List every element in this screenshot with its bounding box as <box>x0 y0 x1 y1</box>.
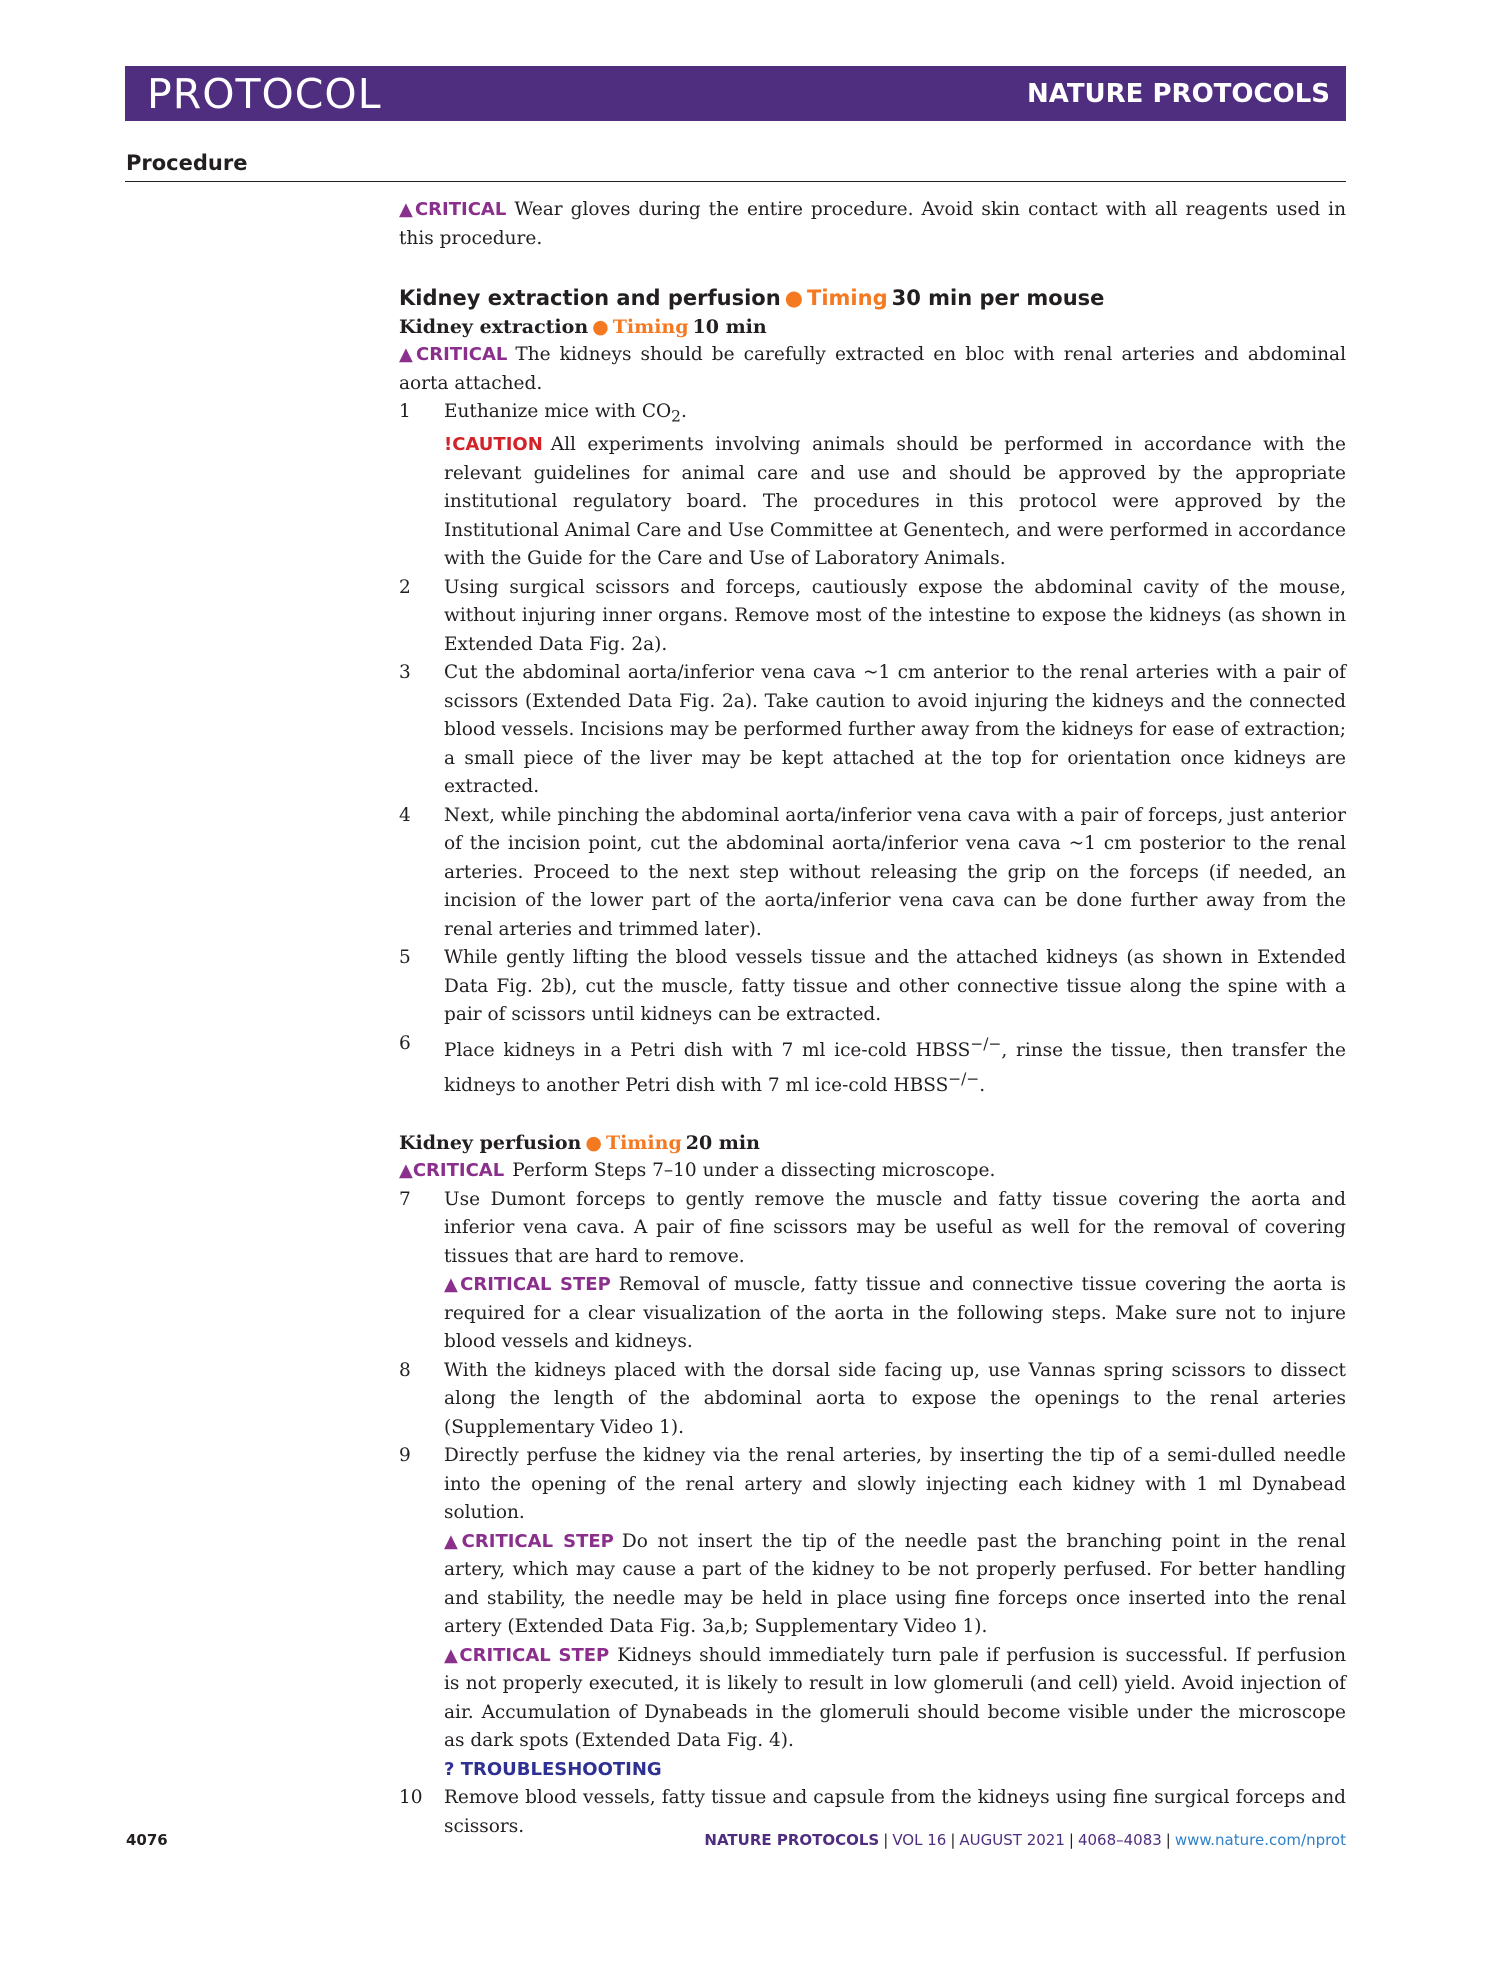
step-number: 7 <box>399 1188 411 1210</box>
timing-dot-icon: ● <box>592 316 609 338</box>
footer-citation: NATURE PROTOCOLS | VOL 16 | AUGUST 2021 | 4068–4083 | www.nature.com/nprot <box>704 1831 1346 1849</box>
section-title: Procedure <box>126 151 248 175</box>
step-4: 4 Next, while pinching the abdominal aorta/inferior vena cava with a pair of forceps, just anterior of the incision point, cut the abdominal aorta/inferior vena cava ~1 cm posterior to the renal arteries. Proceed to the next step without releasing the grip on the forceps (if needed, an incision of the lower part of the aorta/inferior vena cava can be done further away from the renal arteries and trimmed later). <box>399 802 1346 945</box>
footer-date: AUGUST 2021 <box>959 1831 1065 1849</box>
step-number: 5 <box>399 947 411 969</box>
header-banner <box>125 66 1346 121</box>
caution-marker: !CAUTION <box>444 434 543 456</box>
footer-pages: 4068–4083 <box>1077 1831 1162 1849</box>
critical-step-note: ▲CRITICAL STEP Removal of muscle, fatty tissue and connective tissue covering the aorta is required for a clear visualization of the aorta in the following steps. Make sure not to injure blood vessels and kidneys. <box>444 1274 1347 1352</box>
critical-step-marker: ▲CRITICAL STEP <box>444 1644 610 1666</box>
intro-critical-note: ▲CRITICAL Wear gloves during the entire procedure. Avoid skin contact with all reagents used in this procedure. <box>399 199 1347 249</box>
extraction-heading: Kidney extraction ● Timing 10 min <box>399 316 767 338</box>
critical-step-marker: ▲CRITICAL STEP <box>444 1274 611 1295</box>
procedure-content <box>399 196 1346 1841</box>
article-type-label: PROTOCOL <box>147 70 382 118</box>
step-number: 8 <box>399 1359 411 1381</box>
journal-name: NATURE PROTOCOLS <box>1026 79 1330 109</box>
critical-marker: ▲CRITICAL <box>399 199 507 220</box>
step-2: 2 Using surgical scissors and forceps, cautiously expose the abdominal cavity of the mouse, without injuring inner organs. Remove most of the intestine to expose the kidneys (as shown in Extended Data Fig. 2a). <box>399 574 1346 660</box>
footer-volume: VOL 16 <box>892 1831 947 1849</box>
step-number: 1 <box>399 401 411 422</box>
page-number: 4076 <box>126 1831 168 1849</box>
caution-note: !CAUTION All experiments involving animals should be performed in accordance with the relevant guidelines for animal care and use and should be approved by the appropriate institutional regulatory board. The procedures in this protocol were approved by the Institutional Animal Care and Use Committee at Genentech, and were performed in accordance with the Guide for the Care and Use of Laboratory Animals. <box>444 434 1346 570</box>
step-6: 6 Place kidneys in a Petri dish with 7 ml ice-cold HBSS−/−, rinse the tissue, then transfer the kidneys to another Petri dish with 7 ml ice-cold HBSS−/−. <box>399 1030 1346 1101</box>
step-3: 3 Cut the abdominal aorta/inferior vena cava ~1 cm anterior to the renal arteries with a pair of scissors (Extended Data Fig. 2a). Take caution to avoid injuring the kidneys and the connected blood vessels. Incisions may be performed further away from the kidneys for ease of extraction; a small piece of the liver may be kept attached at the top for orientation once kidneys are extracted. <box>399 659 1346 802</box>
timing-dot-icon: ● <box>585 1132 602 1154</box>
critical-marker: ▲CRITICAL <box>399 344 508 365</box>
step-1: 1 Euthanize mice with $CO_2$. !CAUTION All experiments involving animals should be performed in accordance with the relevant guidelines for animal care and use and should be approved by the appropriate institutional regulatory board. The procedures in this protocol were approved by the Institutional Animal Care and Use Committee at Genentech, and were performed in accordance with the Guide for the Care and Use of Laboratory Animals. <box>399 398 1346 574</box>
critical-marker: ▲CRITICAL <box>399 1160 505 1181</box>
critical-step-note: ▲CRITICAL STEP Kidneys should immediately turn pale if perfusion is successful. If perfusion is not properly executed, it is likely to result in low glomeruli (and cell) yield. Avoid injection of air. Accumulation of Dynabeads in the glomeruli should become visible under the microscope as dark spots (Extended Data Fig. 4). <box>444 1644 1346 1751</box>
step-number: 4 <box>399 804 411 826</box>
timing-dot-icon: ● <box>784 286 804 310</box>
perfusion-heading: Kidney perfusion ● Timing 20 min <box>399 1132 760 1154</box>
step-9: 9 Directly perfuse the kidney via the renal arteries, by inserting the tip of a semi-dulled needle into the opening of the renal artery and slowly injecting each kidney with 1 ml Dynabead solution. ▲CRITICAL STEP Do not insert the tip of the needle past the branching point in the renal artery, which may cause a part of the kidney to be not properly perfused. For better handling and stability, the needle may be held in place using fine forceps once inserted into the renal artery (Extended Data Fig. 3a,b; Supplementary Video 1). ▲CRITICAL STEP Kidneys should immediately turn pale if perfusion is successful. If perfusion is not properly executed, it is likely to result in low glomeruli (and cell) yield. Avoid injection of air. Accumulation of Dynabeads in the glomeruli should become visible under the microscope as dark spots (Extended Data Fig. 4). ? TROUBLESHOOTING <box>399 1442 1346 1784</box>
step-7: 7 Use Dumont forceps to gently remove the muscle and fatty tissue covering the aorta and inferior vena cava. A pair of fine scissors may be useful as well for the removal of covering tissues that are hard to remove. ▲CRITICAL STEP Removal of muscle, fatty tissue and connective tissue covering the aorta is required for a clear visualization of the aorta in the following steps. Make sure not to injure blood vessels and kidneys. <box>399 1186 1346 1357</box>
footer-url-link[interactable]: www.nature.com/nprot <box>1174 1831 1346 1849</box>
footer-journal: NATURE PROTOCOLS <box>704 1831 880 1849</box>
critical-step-note: ▲CRITICAL STEP Do not insert the tip of the needle past the branching point in the renal artery, which may cause a part of the kidney to be not properly perfused. For better handling and stability, the needle may be held in place using fine forceps once inserted into the renal artery (Extended Data Fig. 3a,b; Supplementary Video 1). <box>444 1530 1346 1637</box>
main-heading: Kidney extraction and perfusion ● Timing 30 min per mouse <box>399 286 1105 310</box>
section-divider <box>125 181 1346 182</box>
troubleshooting-link[interactable]: ? TROUBLESHOOTING <box>444 1758 662 1780</box>
step-number: 9 <box>399 1445 411 1466</box>
critical-step-marker: ▲CRITICAL STEP <box>444 1530 614 1552</box>
step-10: 10 Remove blood vessels, fatty tissue and capsule from the kidneys using fine surgical forceps and scissors. <box>399 1784 1346 1841</box>
step-number: 10 <box>399 1787 423 1808</box>
step-8: 8 With the kidneys placed with the dorsal side facing up, use Vannas spring scissors to dissect along the length of the abdominal aorta to expose the openings to the renal arteries (Supplementary Video 1). <box>399 1357 1346 1443</box>
perfusion-critical-note: ▲CRITICAL Perform Steps 7–10 under a dissecting microscope. <box>399 1160 996 1181</box>
step-number: 3 <box>399 662 411 684</box>
extraction-critical-note: ▲CRITICAL The kidneys should be carefully extracted en bloc with renal arteries and abdominal aorta attached. <box>399 344 1346 394</box>
step-number: 2 <box>399 576 411 598</box>
step-5: 5 While gently lifting the blood vessels tissue and the attached kidneys (as shown in Extended Data Fig. 2b), cut the muscle, fatty tissue and other connective tissue along the spine with a pair of scissors until kidneys can be extracted. <box>399 944 1346 1030</box>
step-number: 6 <box>399 1032 411 1054</box>
